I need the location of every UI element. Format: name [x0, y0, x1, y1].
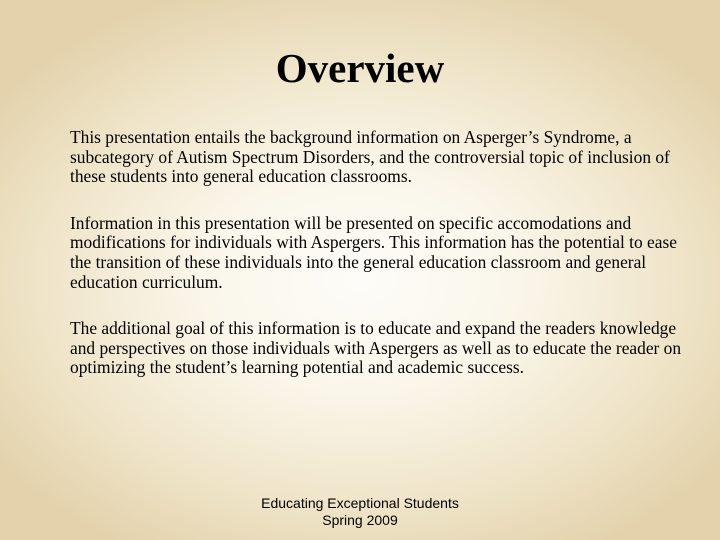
slide-body	[70, 128, 682, 405]
paragraph-goal: The additional goal of this information is to educate and expand the readers knowledge and perspectives on those individuals with Aspergers as well as to educate the reader on optimizing the student’s learning potential and academic success.	[70, 318, 682, 378]
footer-term: Spring 2009	[322, 512, 398, 528]
slide-footer	[0, 495, 720, 529]
footer-course: Educating Exceptional Students	[261, 495, 459, 511]
slide-title: Overview	[275, 45, 445, 91]
paragraph-background: This presentation entails the background information on Asperger’s Syndrome, a subcategory of Autism Spectrum Disorders, and the controversial topic of inclusion of these students into general education classrooms.	[70, 127, 670, 187]
paragraph-accommodations: Information in this presentation will be presented on specific accomodations and modifications for individuals with Aspergers. This information has the potential to ease the transition of these individuals into the general education classroom and general education curriculum.	[70, 212, 677, 292]
